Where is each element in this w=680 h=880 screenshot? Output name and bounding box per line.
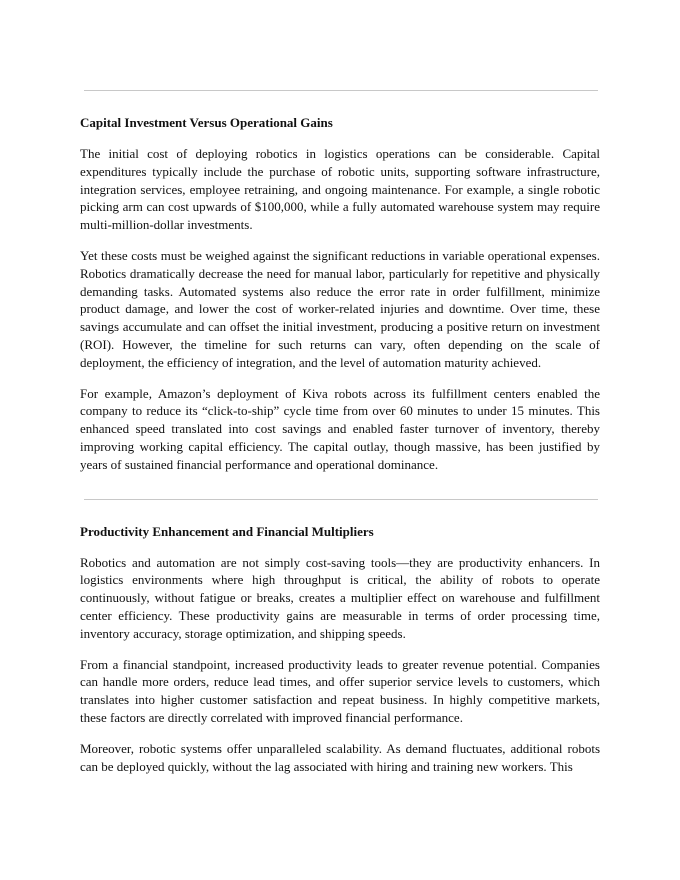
paragraph: The initial cost of deploying robotics in logistics operations can be considerable. Capital expenditures typically include the purchase of robotic units, supporting software infrastructure, integration services, employee retraining, and ongoing maintenance. For example, a single robotic picking arm can cost upwards of $100,000, while a fully automated warehouse system may require multi-million-dollar investments. [80,146,600,233]
paragraph: Robotics and automation are not simply cost-saving tools—they are productivity enhancers. In logistics environments where high throughput is critical, the ability of robots to operate continuously, without fatigue or breaks, creates a multiplier effect on warehouse and fulfillment center efficiency. These productivity gains are measurable in terms of order processing time, inventory accuracy, storage optimization, and shipping speeds. [80,554,600,641]
section-productivity [80,523,600,776]
section-heading: Capital Investment Versus Operational Gains [80,115,333,130]
paragraph: Moreover, robotic systems offer unparalleled scalability. As demand fluctuates, additional robots can be deployed quickly, without the lag associated with hiring and training new workers. This [80,740,600,774]
paragraph: For example, Amazon’s deployment of Kiva robots across its fulfillment centers enabled the company to reduce its “click-to-ship” cycle time from over 60 minutes to under 15 minutes. This enhanced speed translated into cost savings and enabled faster turnover of inventory, thereby improving working capital efficiency. The capital outlay, though massive, has been justified by years of sustained financial performance and operational dominance. [80,385,600,472]
section-heading: Productivity Enhancement and Financial Multipliers [80,523,374,539]
section-capital-investment [80,114,600,474]
section-divider [84,499,598,500]
paragraph: From a financial standpoint, increased productivity leads to greater revenue potential. Companies can handle more orders, reduce lead times, and offer superior service levels to customers, which translates into higher customer satisfaction and repeat business. In highly competitive markets, these factors are directly correlated with improved financial performance. [80,656,600,725]
document-page [80,0,600,788]
section-divider [84,90,598,91]
paragraph: Yet these costs must be weighed against the significant reductions in variable operational expenses. Robotics dramatically decrease the need for manual labor, particularly for repetitive and physically demanding tasks. Automated systems also reduce the error rate in order fulfillment, minimize product damage, and lower the cost of worker-related injuries and downtime. Over time, these savings accumulate and can offset the initial investment, producing a positive return on investment (ROI). However, the timeline for such returns can vary, often depending on the scale of deployment, the efficiency of integration, and the level of automation maturity achieved. [80,247,600,370]
